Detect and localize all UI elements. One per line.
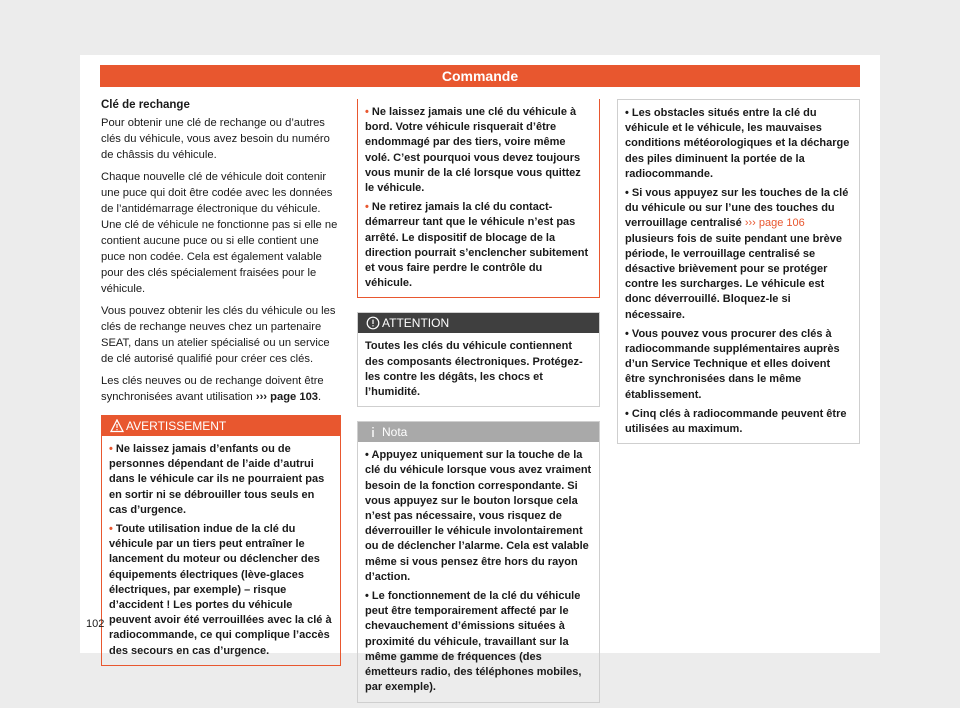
note-continuation bbox=[617, 99, 860, 444]
note-bullet-4: • Si vous appuyez sur les touches de la clé du véhicule ou sur l’une des touches du verrouillage centralisé ››› page 106 plusieurs fois de suite pendant une brève période, le verrouillage centralisé se désactive brièvement pour se protéger contre les surcharges. Le véhicule est donc déverrouillé. Bloquez-le si nécessaire. bbox=[625, 187, 849, 321]
note-bullet-3: • Les obstacles situés entre la clé du véhicule et le véhicule, les mauvaises conditions météorologiques et la décharge des piles diminuent la portée de la radiocommande. bbox=[625, 107, 850, 180]
note-header bbox=[358, 422, 599, 442]
warning-bullet-4: • Ne retirez jamais la clé du contact-démarreur tant que le véhicule n’est pas arrêté. Le dispositif de blocage de la direction pourrait s’enclencher subitement et vous faire perdre le contrôle du véhicule. bbox=[365, 201, 589, 290]
attention-body bbox=[358, 333, 599, 406]
column-3 bbox=[617, 99, 860, 444]
warning-title: AVERTISSEMENT bbox=[126, 419, 227, 433]
warning-header bbox=[102, 416, 340, 436]
page-link-106[interactable]: ››› page 106 bbox=[744, 217, 805, 230]
attention-box bbox=[357, 312, 600, 407]
warning-triangle-icon bbox=[110, 419, 124, 433]
note-bullet-6: • Cinq clés à radiocommande peuvent être utilisées au maximum. bbox=[625, 407, 847, 436]
attention-text: Toutes les clés du véhicule contiennent des composants électroniques. Protégez-les contre les dégâts, les chocs et l’humidité. bbox=[365, 340, 583, 399]
page-link[interactable]: ››› page 103 bbox=[255, 391, 319, 403]
note-bullet-2: • Le fonctionnement de la clé du véhicule peut être temporairement affecté par le chevauchement d’émissions situées à proximité du véhicule, travaillant sur la même gamme de fréquences (des émetteurs radio, des téléphones mobiles, par exemple). bbox=[365, 590, 582, 694]
note-bullet-5: • Vous pouvez vous procurer des clés à radiocommande supplémentaires auprès d’un Service Technique et elles doivent être synchronisées dans le même établissement. bbox=[625, 327, 840, 401]
paragraph-1: Pour obtenir une clé de rechange ou d’autres clés du véhicule, vous avez besoin du numéro de châssis du véhicule. bbox=[101, 117, 330, 161]
attention-header bbox=[358, 313, 599, 333]
warning-bullet-2: • Toute utilisation indue de la clé du véhicule par un tiers peut entraîner le lancement du moteur ou déclencher des équipements électriques (lève-glaces électriques, par exemple) – risque d’accident ! Les portes du véhicule peuvent avoir été verrouillées avec la clé à radiocommande, ce qui complique l’accès des secours en cas d’urgence. bbox=[109, 523, 332, 657]
column-2 bbox=[357, 99, 600, 703]
paragraph-3: Vous pouvez obtenir les clés du véhicule ou les clés de rechange neuves chez un partenaire SEAT, dans un atelier spécialisé ou un service de clé autorisé qualifié pour créer ces clés. bbox=[101, 305, 336, 365]
note-box bbox=[357, 421, 600, 702]
paragraph-2: Chaque nouvelle clé de véhicule doit contenir une puce qui doit être codée avec les données de l’antidémarrage électronique du véhicule. Une clé de véhicule ne fonctionne pas si elle ne contient aucune puce ou si elle contient une puce non codée. Cela est également valable pour des clés spécialement fraisées pour le véhicule. bbox=[101, 171, 338, 295]
attention-title: ATTENTION bbox=[382, 316, 450, 331]
note-title: Nota bbox=[382, 425, 408, 440]
warning-continuation bbox=[357, 99, 600, 298]
info-icon bbox=[366, 425, 380, 439]
note-body bbox=[358, 442, 599, 701]
section-title: Clé de rechange bbox=[101, 99, 190, 111]
paragraph-4: Les clés neuves ou de rechange doivent être synchronisées avant utilisation ››› page 103. bbox=[101, 375, 324, 403]
column-1 bbox=[101, 99, 341, 666]
warning-body bbox=[102, 436, 340, 665]
warning-bullet-1: • Ne laissez jamais d’enfants ou de personnes dépendant de l’aide d’autrui dans le véhicule car ils ne pourraient pas en sortir ni se débrouiller tous seuls en cas d’urgence. bbox=[109, 443, 325, 516]
info-circle-icon bbox=[366, 316, 380, 330]
note-bullet-1: • Appuyez uniquement sur la touche de la clé du véhicule lorsque vous avez vraiment besoin de la fonction correspondante. Si vous appuyez sur le bouton lorsque cela n’est pas nécessaire, vous risquez de déverrouiller le véhicule involontairement ou de déclencher l’alarme. Cela est valable même si vous pensez être hors du rayon d’action. bbox=[365, 449, 592, 583]
warning-box bbox=[101, 415, 341, 666]
warning-bullet-3: • Ne laissez jamais une clé du véhicule à bord. Votre véhicule risquerait d’être endommagé par des tiers, voire même volé. C’est pourquoi vous devez toujours vous munir de la clé lorsque vous quittez le véhicule. bbox=[365, 106, 581, 195]
manual-page bbox=[80, 55, 880, 694]
section-header: Commande bbox=[100, 65, 860, 87]
page-number: 102 bbox=[86, 618, 105, 630]
